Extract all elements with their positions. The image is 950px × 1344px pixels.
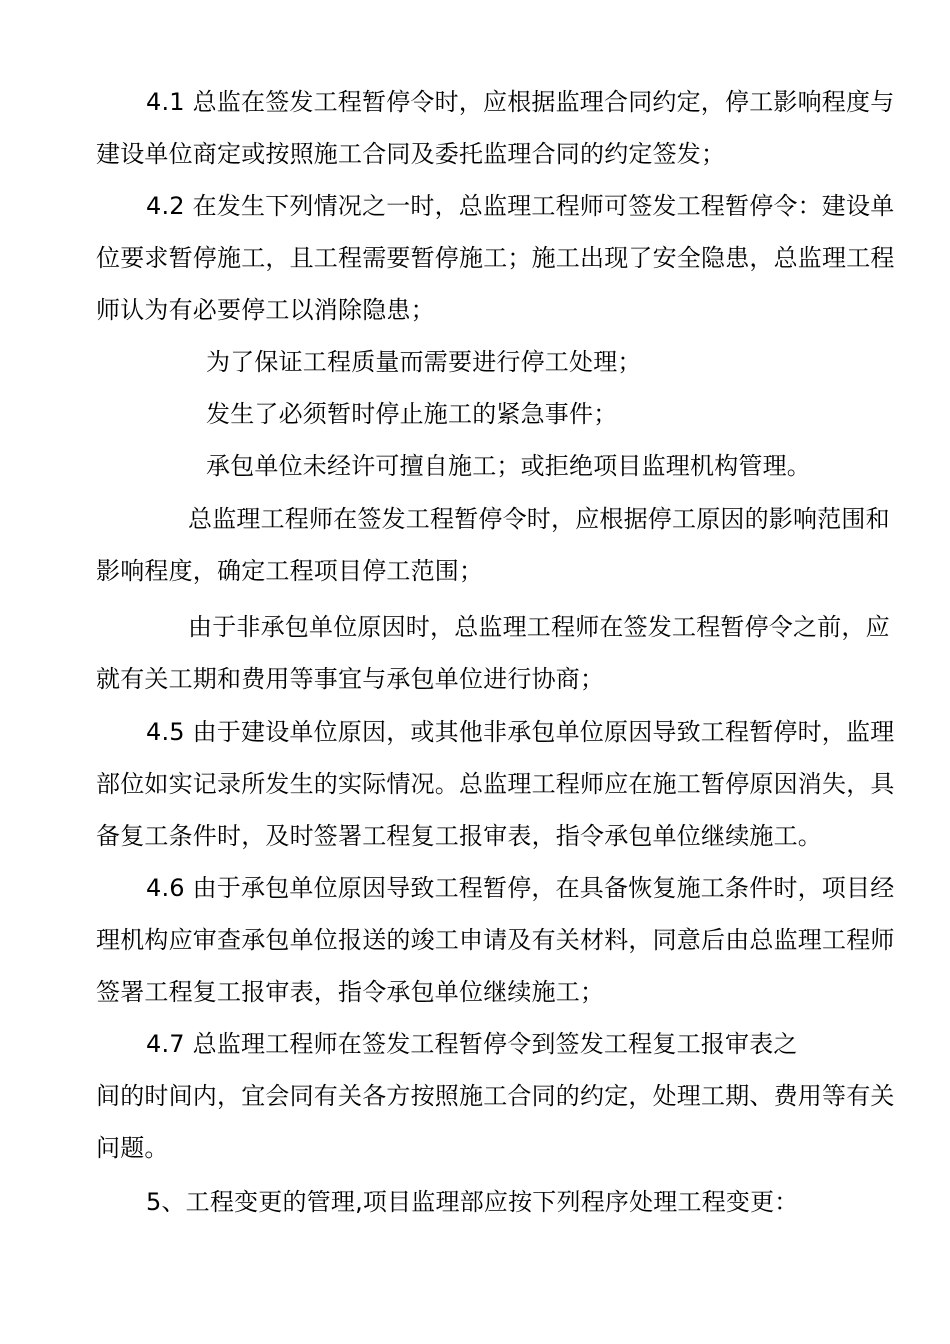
paragraph-4-7-first-line: 4.7 总监理工程师在签发工程暂停令到签发工程复工报审表之: [146, 1030, 798, 1058]
paragraph-stop-scope: 总监理工程师在签发工程暂停令时，应根据停工原因的影响范围和影响程度，确定工程项目停工范围；: [96, 505, 890, 585]
paragraph-4-7-rest: 间的时间内，宜会同有关各方按照施工合同的约定，处理工期、费用等有关问题。: [96, 1082, 895, 1162]
list-item-quality: 为了保证工程质量而需要进行停工处理；: [206, 348, 642, 376]
paragraph-4-6: 4.6 由于承包单位原因导致工程暂停，在具备恢复施工条件时，项目经理机构应审查承包单位报送的竣工申请及有关材料，同意后由总监理工程师签署工程复工报审表，指令承包单位继续施工；: [96, 874, 895, 1006]
paragraph-4-2: 4.2 在发生下列情况之一时，总监理工程师可签发工程暂停令：建设单位要求暂停施工，且工程需要暂停施工；施工出现了安全隐患，总监理工程师认为有必要停工以消除隐患；: [96, 192, 895, 324]
section-5-heading: 5、工程变更的管理,项目监理部应按下列程序处理工程变更：: [146, 1188, 799, 1216]
paragraph-4-1: 4.1 总监在签发工程暂停令时，应根据监理合同约定，停工影响程度与建设单位商定或按照施工合同及委托监理合同的约定签发；: [96, 88, 895, 168]
list-item-unauthorized: 承包单位未经许可擅自施工；或拒绝项目监理机构管理。: [206, 452, 811, 480]
paragraph-negotiation: 由于非承包单位原因时，总监理工程师在签发工程暂停令之前，应就有关工期和费用等事宜与承包单位进行协商；: [96, 613, 890, 693]
list-item-emergency: 发生了必须暂时停止施工的紧急事件；: [206, 400, 618, 428]
paragraph-4-5: 4.5 由于建设单位原因，或其他非承包单位原因导致工程暂停时，监理部位如实记录所发生的实际情况。总监理工程师应在施工暂停原因消失，具备复工条件时，及时签署工程复工报审表，指令承包单位继续施工。: [96, 718, 895, 850]
